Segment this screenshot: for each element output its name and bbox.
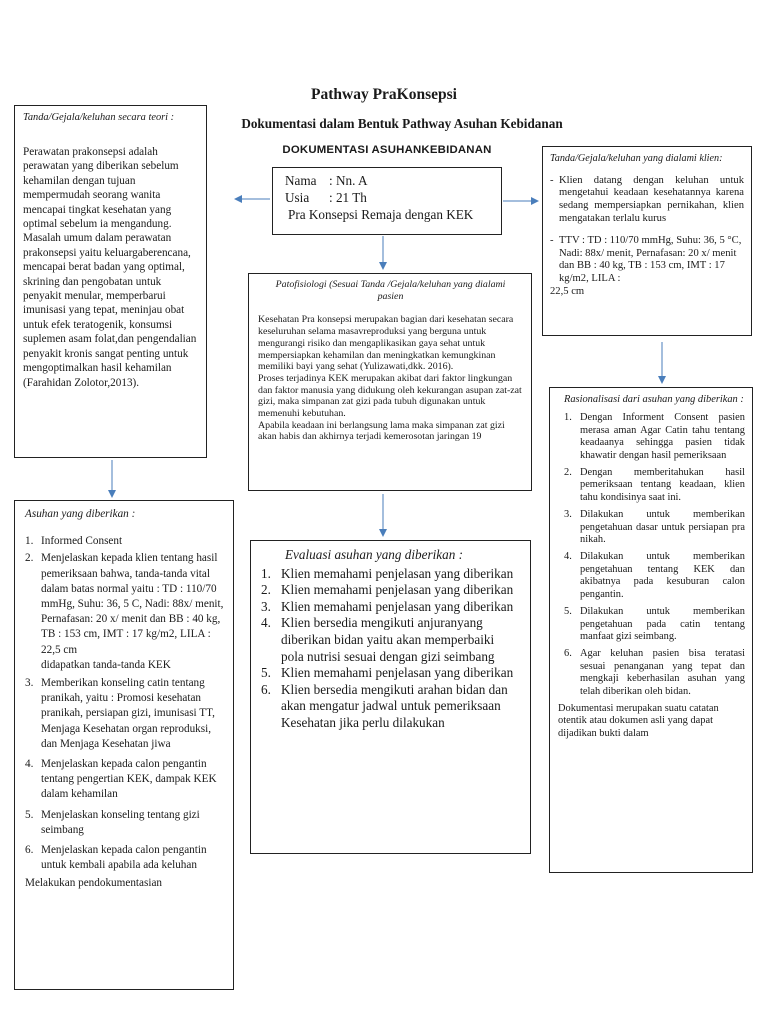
theory-heading: Tanda/Gejala/keluhan secara teori :	[23, 112, 175, 123]
rationale-item: 5. Dilakukan untuk memberikan pengetahuan pada catin tentang manfaat gizi seimbang.	[564, 606, 745, 642]
age-label: Usia	[285, 190, 310, 205]
patho-body: Kesehatan Pra konsepsi merupakan bagian dari kesehatan secara keseluruhan selama masavreproduksi yang berguna untuk mengurangi risiko dan mengaplikasikan gaya sehat untuk mempersiapkan kehamilan dan meningkatkan kemungkinan memiliki bayi yang sehat (Yulizawati,dkk. 2016).	[258, 314, 514, 373]
rationale-item: 6. Agar keluhan pasien bisa teratasi sesuai penanganan yang tepat dan mengkaji keberhasilan asuhan yang telah diberikan oleh bidan.	[564, 648, 745, 697]
patho-body-2: Proses terjadinya KEK merupakan akibat dari faktor lingkungan dan faktor manusia yang didukung oleh kekurangan asupan zat-zat gizi, maka simpanan zat gizi pada tubuh digunakan untuk memenuhi kebutuhan.	[258, 372, 522, 420]
patho-body-3: Apabila keadaan ini berlangsung lama maka simpanan zat gizi akan habis dan akhirnya terjadi kemerosotan jaringan 19	[258, 419, 505, 443]
rationale-footer: Dokumentasi merupakan suatu catatan otentik atau dokumen asli yang dapat dijadikan bukti dalam	[558, 702, 719, 739]
theory-body: Perawatan prakonsepsi adalah perawatan yang diberikan sebelum kehamilan dengan tujuan mempermudah seorang wanita mencapai tingkat kesehatan yang optimal sebelum ia mengandung. Masalah umum dalam perawatan prakonsepsi yaitu keluargaberencana, mencapai berat badan yang optimal, skrining dan pengobatan untuk penyakit menular, memperbarui imunisasi yang tepat, meninjau obat untuk efek teratogenik, konsumsi suplemen asam folat,dan pengendalian penyakit kronis sangat penting untuk mengoptimalkan hasil kehamilan	[23, 146, 197, 375]
age-value: : 21 Th	[329, 190, 367, 205]
theory-citation: (Farahidan Zolotor,2013).	[23, 376, 140, 389]
care-item: 6. Menjelaskan kepada calon pengantin untuk kembali apabila ada keluhan	[25, 844, 207, 872]
care-item: 3. Memberikan konseling catin tentang pranikah, yaitu : Promosi kesehatan pranikah, persiapan gizi, imunisasi TT, Menjaga Kesehatan organ reproduksi, dan Menjaga Kesehatan jiwa	[25, 677, 215, 750]
care-item: 1. Informed Consent	[25, 535, 123, 548]
complaint-item: - Klien datang dengan keluhan untuk mengetahui keadaan kesehatannya karena sedang mempersiapkan pernikahan, klien mengatakan terlalu kurus	[550, 174, 744, 224]
evaluation-item: 6. Klien bersedia mengikuti arahan bidan dan akan mengatur jadwal untuk pemeriksaan Kesehatan jika perlu dilakukan	[261, 681, 508, 730]
rationale-item: 3. Dilakukan untuk memberikan pengetahuan dasar untuk persiapan pra nikah.	[564, 509, 745, 546]
evaluation-item: 5. Klien memahami penjelasan yang diberikan	[261, 665, 514, 681]
complaints-heading: Tanda/Gejala/keluhan yang dialami klien:	[550, 153, 723, 164]
evaluation-item: 3. Klien memahami penjelasan yang diberikan	[261, 598, 514, 614]
evaluation-item: 4. Klien bersedia mengikuti anjuranyang diberikan bidan yaitu akan memperbaiki pola nutrisi sesuai dengan gizi seimbang	[261, 615, 495, 664]
care-heading: Asuhan yang diberikan :	[25, 508, 136, 520]
care-item: 2. Menjelaskan kepada klien tentang hasil pemeriksaan bahwa, tanda-tanda vital dalam batas normal yaitu : TD : 110/70 mmHg, Suhu: 36, 5 C, Nadi: 88x/ menit, Pernafasan: 20 x/ menit dan BB : 40 kg, TB : 153 cm, IMT : 17 kg/m2, LILA : 22,5 cm	[25, 552, 224, 656]
rationale-heading: Rasionalisasi dari asuhan yang diberikan :	[564, 394, 744, 405]
page-subtitle: Dokumentasi dalam Bentuk Pathway Asuhan Kebidanan	[241, 116, 563, 131]
rationale-item: 2. Dengan memberitahukan hasil pemeriksaan tentang keadaan, klien tahu kondisinya saat ini.	[564, 467, 745, 503]
care-footer: Melakukan pendokumentasian	[25, 877, 163, 890]
page-title: Pathway PraKonsepsi	[311, 86, 457, 103]
care-item: didapatkan tanda-tanda KEK	[41, 658, 171, 671]
complaint-tail: 22,5 cm	[550, 285, 585, 297]
evaluation-item: 1. Klien memahami penjelasan yang diberikan	[261, 565, 514, 581]
evaluation-heading: Evaluasi asuhan yang diberikan :	[285, 547, 464, 562]
name-label: Nama	[285, 173, 317, 188]
name-value: : Nn. A	[329, 173, 368, 188]
section-heading: DOKUMENTASI ASUHANKEBIDANAN	[282, 144, 492, 156]
rationale-item: 1. Dengan Informent Consent pasien merasa aman Agar Catin tahu tentang keadaanya sehingga pasien tidak khawatir dengan hasil pemeriksaan	[564, 412, 745, 461]
patho-heading: Patofisiologi (Sesuai Tanda /Gejala/keluhan yang dialami pasien	[275, 279, 506, 302]
evaluation-item: 2. Klien memahami penjelasan yang diberikan	[261, 582, 514, 598]
complaint-item: - TTV : TD : 110/70 mmHg, Suhu: 36, 5 °C, Nadi: 88x/ menit, Pernafasan: 20 x/ menit dan BB : 40 kg, TB : 153 cm, IMT : 17 kg/m2, LILA :	[550, 234, 742, 285]
care-item: 4. Menjelaskan kepada calon pengantin tentang pengertian KEK, dampak KEK dalam kehamilan	[25, 758, 217, 801]
diagnosis: Pra Konsepsi Remaja dengan KEK	[288, 207, 474, 222]
rationale-item: 4. Dilakukan untuk memberikan pengetahuan tentang KEK dan akibatnya pada kesuburan calon pengantin.	[564, 551, 745, 600]
care-item: 5. Menjelaskan konseling tentang gizi seimbang	[25, 808, 200, 836]
